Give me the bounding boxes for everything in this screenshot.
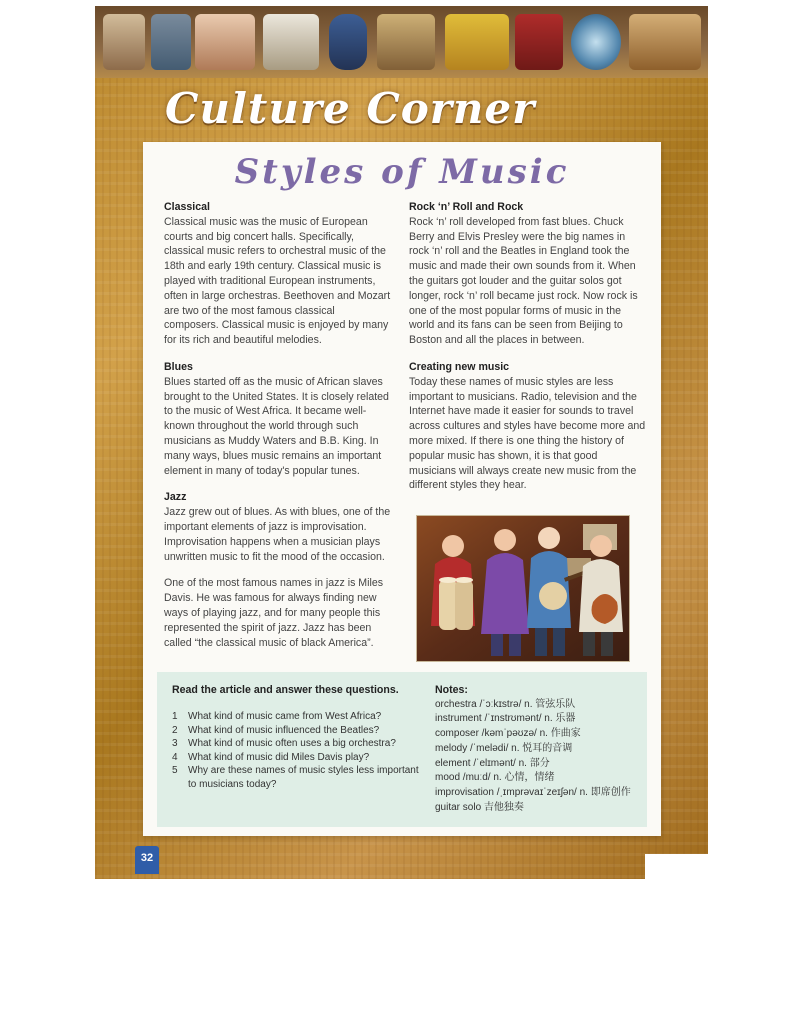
note-item: composer /kəmˈpəʊzə/ n. 作曲家: [435, 728, 581, 740]
collage-photo: [445, 14, 509, 70]
collage-photo: [515, 14, 563, 70]
section-body: Jazz grew out of blues. As with blues, one of the important elements of jazz is improvisation. Improvisation happens when a musician plays unwritten music to fit the mood of the occasion.: [164, 506, 391, 563]
section-heading: Rock ‘n’ Roll and Rock: [409, 201, 524, 213]
collage-photo: [629, 14, 701, 70]
collage-photo: [195, 14, 255, 70]
collage-photo: [329, 14, 367, 70]
section-heading: Blues: [164, 360, 193, 373]
question-item: [172, 724, 422, 738]
section-jazz-continued: [164, 576, 392, 650]
section-rock: [409, 200, 647, 348]
section-body: Today these names of music styles are less important to musicians. Radio, television and the Internet have made it easier for sounds to travel across cultures and styles have become more and more mixed. If there is one thing the history of popular music has shown, it is that good musicians will always create new music from the different styles they hear.: [409, 375, 646, 492]
section-heading: Classical: [164, 201, 210, 213]
questions-heading: Read the article and answer these questions.: [172, 684, 399, 696]
page-corner: [645, 854, 708, 879]
question-number: 2: [172, 724, 178, 736]
question-item: [172, 764, 422, 791]
section-heading: Creating new music: [409, 360, 510, 373]
section-body: One of the most famous names in jazz is Miles Davis. He was famous for always finding new ways of playing jazz, and for many people this represented the spirit of jazz. Jazz has been called “the classical music of black America”.: [164, 577, 384, 649]
note-item: orchestra /ˈɔːkɪstrə/ n. 管弦乐队: [435, 698, 576, 710]
page-number-tab: [135, 846, 159, 874]
question-text: What kind of music did Miles Davis play?: [188, 751, 370, 763]
page-title: Styles of Music: [234, 152, 570, 192]
left-column: [164, 200, 392, 662]
section-body: Classical music was the music of European courts and big concert halls. Specifically, classical music refers to orchestral music of the 18th and early 19th century. Classical music is played with traditional European instruments, often in large orchestras. Beethoven and Mozart are two of the most famous classical composers. Classical music is enjoyed by many for its rich and beautiful melodies.: [164, 215, 391, 347]
textbook-page: [95, 6, 708, 879]
question-item: [172, 751, 422, 765]
question-number: 4: [172, 751, 178, 763]
question-number: 5: [172, 765, 178, 776]
article-panel: [143, 142, 661, 836]
note-item: element /ˈelɪmənt/ n. 部分: [435, 757, 550, 769]
page-number: 32: [140, 852, 154, 864]
question-item: [172, 737, 422, 751]
section-jazz: [164, 490, 392, 564]
question-text: What kind of music came from West Africa?: [188, 711, 382, 722]
question-text: What kind of music influenced the Beatles?: [188, 724, 380, 736]
questions-section: [172, 683, 422, 791]
section-creating-new-music: [409, 360, 647, 493]
note-item: improvisation /ˌɪmprəvaɪˈzeɪʃən/ n. 即席创作: [435, 786, 631, 798]
note-item: melody /ˈmelədi/ n. 悦耳的音调: [435, 742, 573, 754]
question-text: What kind of music often uses a big orchestra?: [188, 738, 396, 749]
band-illustration-graphic: [417, 516, 629, 661]
question-number: 1: [172, 711, 178, 722]
collage-photo: [263, 14, 319, 70]
collage-photo: [377, 14, 435, 70]
collage-photo: [151, 14, 191, 70]
question-text: Why are these names of music styles less important to musicians today?: [188, 765, 419, 790]
section-body: Rock ‘n’ roll developed from fast blues. Chuck Berry and Elvis Presley were the big names in rock ‘n’ roll and the Beatles in England took the music and made their own sounds from it. When the guitars got louder and the guitar solos got longer, rock ‘n’ roll became just rock. Now rock is one of the most popular forms of music in the world and its fans can be seen from Beijing to Boston and all the places in between.: [409, 215, 638, 347]
section-blues: [164, 360, 392, 478]
section-body: Blues started off as the music of African slaves brought to the United States. It is closely related to the music of West Africa. It became well-known throughout the world through such musicians as Muddy Waters and B.B. King. In many ways, blues music remains an important element in many of today's popular tunes.: [164, 375, 389, 477]
note-item: mood /muːd/ n. 心情，情绪: [435, 772, 555, 784]
note-item: instrument /ˈɪnstrʊmənt/ n. 乐器: [435, 713, 576, 725]
collage-photo: [571, 14, 621, 70]
questions-list: [172, 710, 422, 791]
right-column: [409, 200, 647, 505]
header-photo-collage: [95, 6, 708, 78]
notes-heading: Notes:: [435, 684, 468, 696]
question-number: 3: [172, 738, 178, 749]
collage-photo: [103, 14, 145, 70]
note-item: guitar solo 吉他独奏: [435, 801, 524, 813]
section-classical: [164, 200, 392, 348]
questions-and-notes-box: [157, 672, 647, 827]
notes-section: [435, 683, 643, 815]
culture-corner-banner: Culture Corner: [165, 84, 536, 133]
band-illustration: [416, 515, 630, 662]
question-item: [172, 710, 422, 724]
section-heading: Jazz: [164, 491, 187, 504]
